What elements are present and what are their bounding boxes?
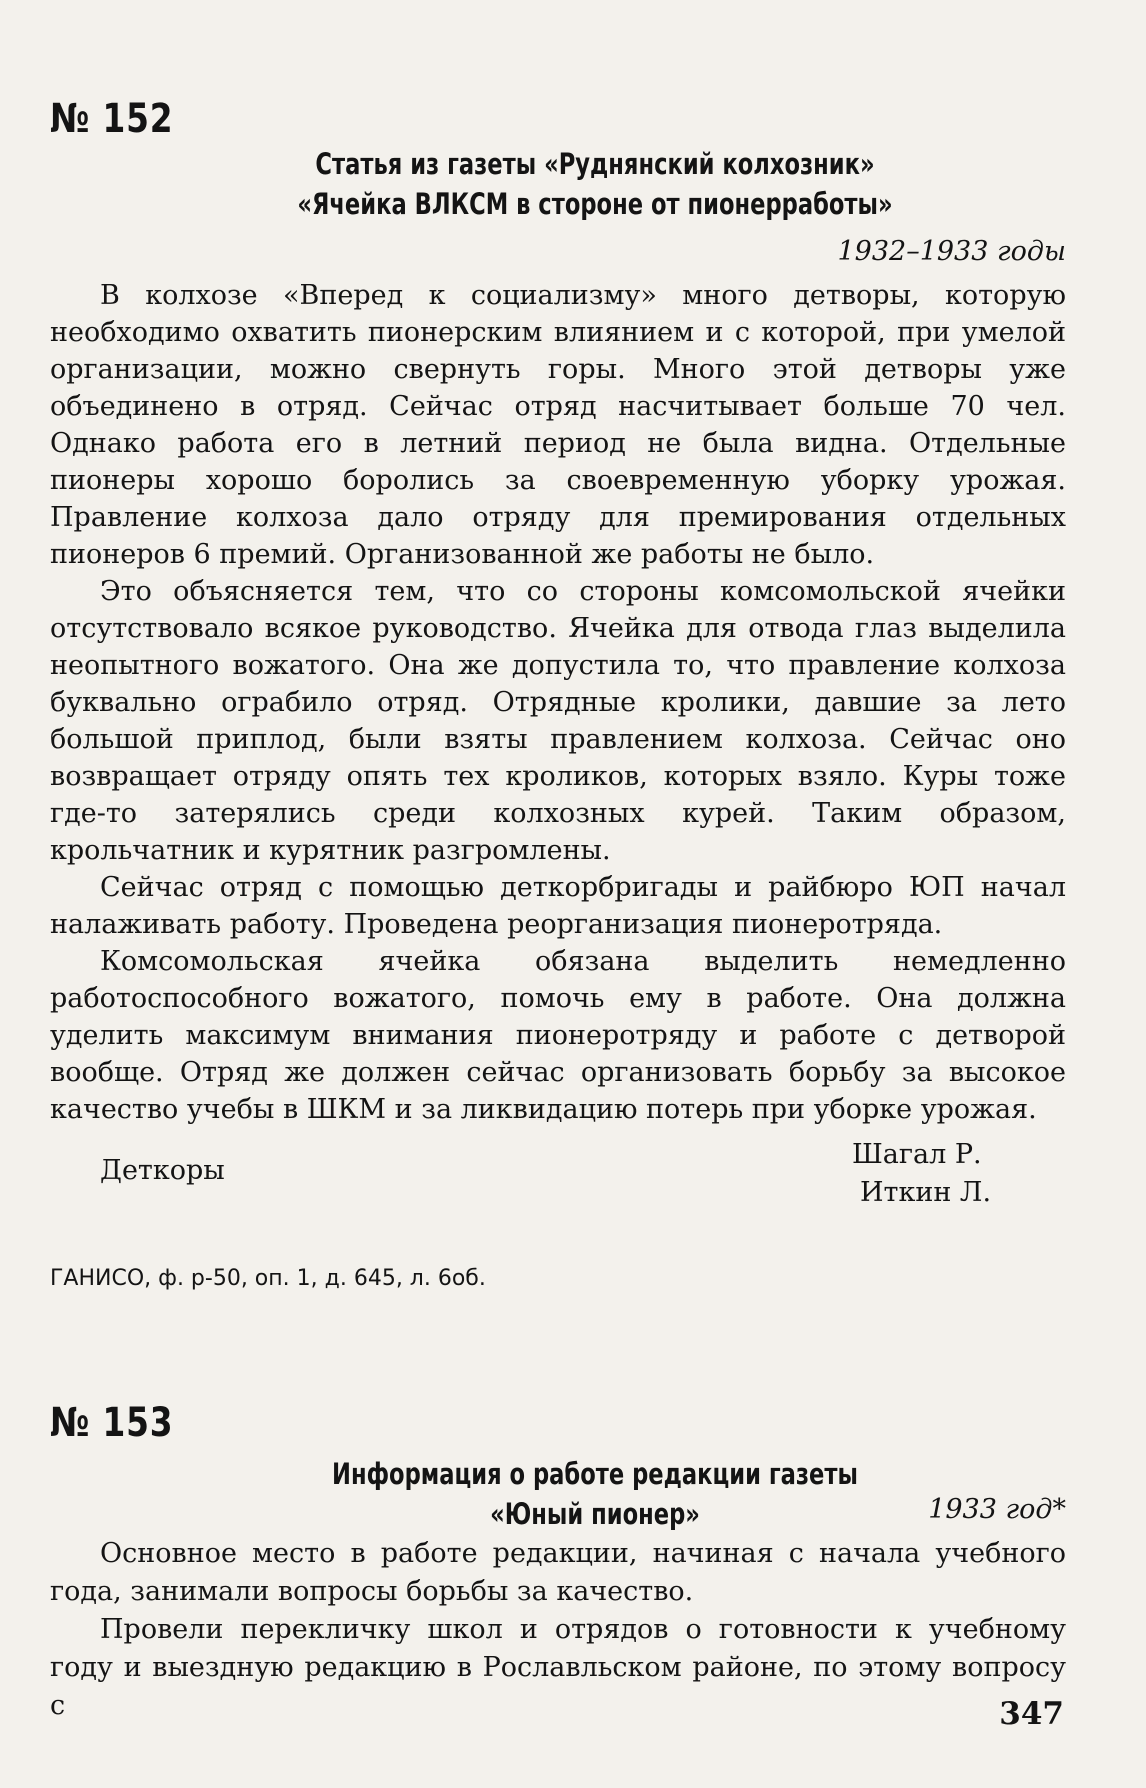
document-date-152: 1932–1933 годы [837,236,1066,267]
document-title-152 [287,144,903,224]
page-number: 347 [999,1696,1064,1732]
paragraph: В колхозе «Вперед к социализму» много детворы, которую необходимо охватить пионерским влиянием и с которой, при умелой организации, можно свернуть горы. Много этой детворы уже объединено в отряд. Сейчас отряд насчитывает больше 70 чел. Однако работа его в летний период не была видна. Отдельные пионеры хорошо боролись за своевременную уборку урожая. Правление колхоза дало отряду для премирования отдельных пионеров 6 премий. Организованной же работы не было. [50,280,1066,570]
signer-2: Иткин Л. [860,1177,992,1208]
title-line-2: «Ячейка ВЛКСМ в стороне от пионерработы» [297,187,893,221]
paragraph: Комсомольская ячейка обязана выделить немедленно работоспособного вожатого, помочь ему в работе. Она должна уделить максимум внимания пионеротряду и работе с детворой вообще. Отряд же должен сейчас организовать борьбу за высокое качество учебы в ШКМ и за ликвидацию потерь при уборке урожая. [50,946,1066,1125]
paragraph: Это объясняется тем, что со стороны комсомольской ячейки отсутствовало всякое руководство. Ячейка для отвода глаз выделила неопытного вожатого. Она же допустила то, что правление колхоза буквально ограбило отряд. Отрядные кролики, давшие за лето большой приплод, были взяты правлением колхоза. Сейчас оно возвращает отряду опять тех кроликов, которых взяло. Куры тоже где-то затерялись среди колхозных курей. Таким образом, крольчатник и курятник разгромлены. [50,576,1066,866]
document-body-152 [50,277,1066,1128]
document-number-153: № 153 [50,1400,174,1446]
signer-1: Шагал Р. [852,1139,982,1170]
archive-reference: ГАНИСО, ф. р-50, оп. 1, д. 645, л. 6об. [50,1266,486,1291]
title-line-1: Статья из газеты «Руднянский колхозник» [315,147,875,181]
signature-label: Деткоры [100,1155,225,1186]
document-body-153 [50,1535,1066,1725]
paragraph: Сейчас отряд с помощью деткорбригады и райбюро ЮП начал налаживать работу. Проведена реорганизация пионеротряда. [50,872,1066,940]
paragraph: Основное место в работе редакции, начиная с начала учебного года, занимали вопросы борьбы за качество. [50,1538,1066,1607]
document-date-153: 1933 год* [928,1494,1066,1525]
document-number-152: № 152 [50,96,174,142]
paragraph: Провели перекличку школ и отрядов о готовности к учебному году и выездную редакцию в Рославльском районе, по этому вопросу с [50,1614,1066,1721]
document-title-153: Информация о работе редакции газеты «Юный пионер» [332,1457,858,1531]
